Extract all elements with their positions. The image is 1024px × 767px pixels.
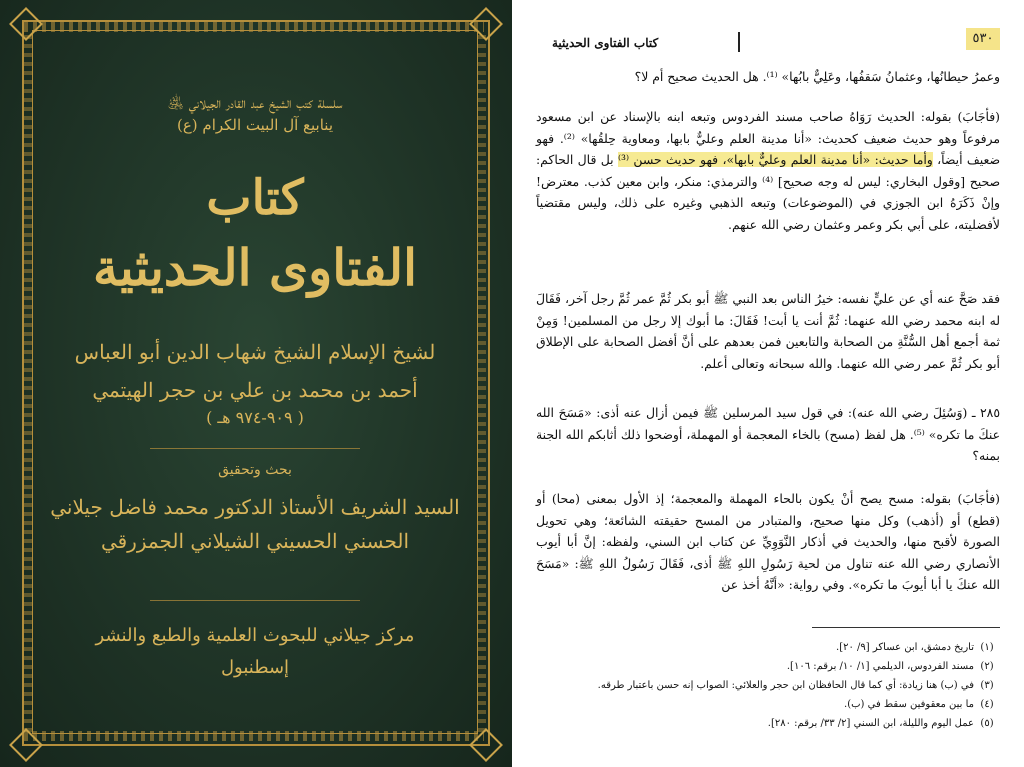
header-divider: [738, 32, 740, 52]
cover-ornament-left: [24, 30, 32, 732]
footnote-number: (٥): [980, 718, 994, 729]
footnote-text: في (ب) هنا زيادة: أي كما قال الحافظان ابن حجر والعلائي: الصواب إنه حسن باعتبار طرقه.: [597, 680, 974, 691]
footnote: [536, 716, 1000, 732]
footnote: [536, 678, 1000, 694]
footnote: [536, 640, 1000, 656]
footnote-number: (٢): [980, 661, 994, 672]
cover-dates: ( ٩٠٩-٩٧٤ هـ ): [206, 408, 304, 427]
cover-editor: [40, 490, 470, 558]
cover-ornament-top: [24, 22, 484, 32]
cover-author-line: أحمد بن محمد بن علي بن حجر الهيتمي: [92, 378, 418, 402]
cover-editor-line: الحسني الحسيني الشيلاني الجمزرقي: [100, 529, 410, 553]
cover-title: الفتاوى الحديثية: [93, 238, 417, 297]
paragraph: وعمرُ حيطانُها، وعثمانُ سَقفُها، وعَلِيٌّ بابُها» ⁽¹⁾. هل الحديث صحيح أم لا؟: [634, 69, 1000, 84]
paragraph: [536, 106, 1000, 236]
cover-divider: [150, 448, 360, 449]
cover-tahqiq-label: بحث وتحقيق: [218, 462, 292, 478]
highlighted-text: وأما حديث: «أنا مدينة العلم وعليٌّ بابها»، فهو حديث حسن ⁽³⁾: [617, 152, 933, 168]
footnote: [536, 659, 1000, 675]
cover-editor-line: السيد الشريف الأستاذ الدكتور محمد فاضل جيلاني: [50, 495, 460, 519]
page-number: ٥٣٠: [966, 28, 1000, 50]
cover-publisher-city: إسطنبول: [220, 657, 290, 678]
cover-series: [40, 92, 470, 136]
footnote-divider: [812, 627, 1000, 628]
footnote-text: عمل اليوم والليلة، ابن السني [٢/ ٣٣/ برقم: ٢٨٠].: [767, 718, 974, 729]
paragraph-text: (فأجَابَ) بقوله: الحديث رَوَاهُ صاحب مسند الفردوس وتبعه ابنه بالإسناد عن ابن مسعود مرفوعاً وهو حديث ضعيف كحديث: «أنا مدينة العلم وعليٌّ بابها، ومعاوية حِلقُها» ⁽²⁾. فهو ضعيف أيضاً،: [536, 109, 1000, 168]
footnote-text: ما بين معقوفين سقط في (ب).: [844, 699, 974, 710]
cover-series-line: ينابيع آل البيت الكرام (ع): [176, 116, 334, 134]
paragraph: فقد صَحَّ عنه أي عن عليٍّ نفسه: خيرُ الناس بعد النبي ﷺ أبو بكر ثُمَّ عمر ثُمَّ رجل آخر، فَقَالَ له ابنه محمد رضي الله عنهما: ثُمَّ أنت يا أبت! فَقَالَ: ما أبوك إلا رجل من المسلمين! وَمِنْ ثمة أجمع أهل السُّنَّةِ من الصحابة والتابعين فمن بعدهم على أنَّ أفضل الصحابة على الإطلاق أبو بكر ثُمَّ عمر رضي الله عنهما. والله سبحانه وتعالى أعلم.: [536, 291, 1000, 371]
cover-ornament-right: [478, 30, 486, 732]
footnote-number: (٤): [980, 699, 994, 710]
footnote-text: مسند الفردوس، الديلمي [١/ ١٠/ برقم: ١٠٦].: [786, 661, 974, 672]
cover-publisher-line: مركز جيلاني للبحوث العلمية والطبع والنشر: [95, 625, 415, 646]
running-header: كتاب الفتاوى الحديثية: [552, 36, 659, 50]
footnote: [536, 697, 1000, 713]
paragraph-text: بل قال الحاكم: صحيح [وقول البخاري: ليس له وجه صحيح] ⁽⁴⁾ والترمذي: منكر، وابن معين كذب. معترض! وإنْ ذَكَرَهُ ابن الجوزي في (الموضوعات) وتبعه الذهبي وغيره على ذلك، وليس مقتضياً لأفضليته، على أبي بكر وعمر وعثمان رضي الله عنهم.: [536, 152, 1000, 232]
text-page: [512, 0, 1024, 767]
footnote-text: تاريخ دمشق، ابن عساكر [٩/ ٢٠].: [836, 642, 974, 653]
cover-author-line: لشيخ الإسلام الشيخ شهاب الدين أبو العباس: [74, 340, 436, 364]
cover-kitab: كتاب: [206, 170, 304, 226]
footnote-number: (١): [980, 642, 994, 653]
cover-series-line: سلسلة كتب الشيخ عبد القادر الجيلاني ﵁: [167, 94, 343, 112]
cover-ornament-bottom: [24, 731, 484, 741]
cover-publisher: [40, 620, 470, 684]
paragraph: (فأجَابَ) بقوله: مسح يصح أنْ يكون بالحاء المهملة والمعجمة؛ إذ الأول بمعنى (محا) أو (قطع) أو (أذهب) وكل منها صحيح، والمتبادر من المسح حقيقته الشائعة؛ وهي تحويل الصورة لأقبح منها، والحديث في أذكار النَّوَوِيِّ عن كتاب ابن السني، ولفظه: إنَّ أبا أيوب الأنصاري رضي الله عنه تناول من لحية رَسُولِ اللهِ ﷺ أذى، فَقَالَ رَسُولُ اللهِ ﷺ: «مَسَحَ الله عنكَ يا أبا أيوبَ ما تكره». وفي رواية: «أنَّهُ أخذ عن: [536, 491, 1000, 593]
cover-divider: [150, 600, 360, 601]
footnote-number: (٣): [980, 680, 994, 691]
cover-author: [40, 333, 470, 409]
paragraph: ٢٨٥ ـ (وَسُئِلَ رضي الله عنه): في قول سيد المرسلين ﷺ فيمن أزال عنه أذى: «مَسَحَ الله عنكَ ما تكره» ⁽⁵⁾. هل لفظ (مسح) بالخاء المعجمة أو المهملة، أوضحوا ذلك أثابكم الله الجنة بمنه؟: [536, 405, 1000, 464]
